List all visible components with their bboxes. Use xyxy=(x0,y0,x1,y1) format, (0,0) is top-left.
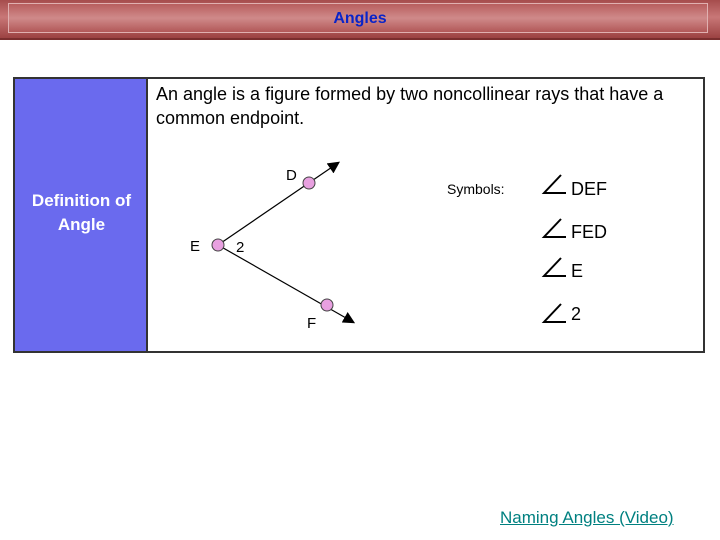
naming-angles-video-link[interactable]: Naming Angles (Video) xyxy=(500,508,674,527)
angle-symbol-icon xyxy=(544,258,566,276)
angle-symbol-icon xyxy=(544,304,566,322)
point-f xyxy=(321,299,333,311)
label-d: D xyxy=(286,167,297,184)
symbol-2: 2 xyxy=(571,304,582,324)
definition-text: An angle is a figure formed by two noncollinear rays that have a common endpoint. xyxy=(156,84,664,128)
symbol-fed: FED xyxy=(571,222,607,242)
point-d xyxy=(303,177,315,189)
label-e: E xyxy=(190,238,201,255)
label-f: F xyxy=(307,315,317,332)
label-angle-2: 2 xyxy=(236,239,245,256)
symbols-heading: Symbols: xyxy=(447,181,505,197)
symbol-e: E xyxy=(571,261,584,281)
symbol-def: DEF xyxy=(571,179,607,199)
side-label: Definition of Angle xyxy=(31,191,132,234)
angle-symbol-icon xyxy=(544,175,566,193)
angle-symbol-icon xyxy=(544,219,566,237)
vertex-point-e xyxy=(212,239,224,251)
ray-ef xyxy=(218,245,353,322)
ray-ed xyxy=(218,163,338,245)
slide-title: Angles xyxy=(333,10,387,27)
